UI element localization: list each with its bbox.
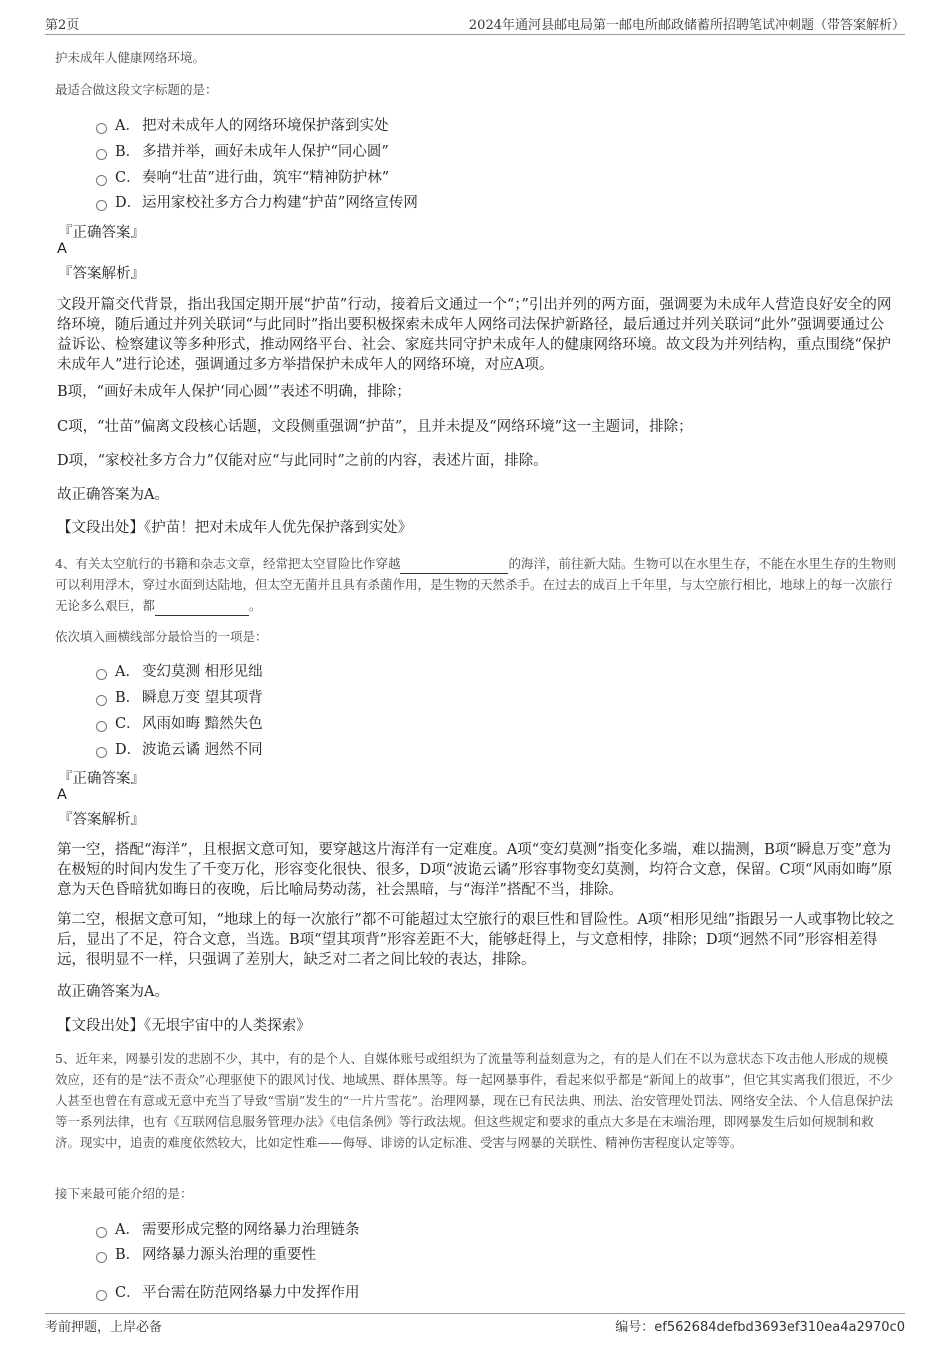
q4-answer: A bbox=[57, 787, 67, 803]
q5-question: 接下来最可能介绍的是： bbox=[55, 1186, 193, 1201]
radio-icon[interactable] bbox=[96, 200, 107, 211]
q4-option-c[interactable]: C．风雨如晦 黯然失色 bbox=[96, 713, 263, 735]
q3-analysis-p2: B项，“画好未成年人保护‘同心圆’”表述不明确，排除； bbox=[57, 384, 411, 400]
q4-option-a[interactable]: A． 变幻莫测 相形见绌 bbox=[96, 661, 263, 683]
q3-source: 【文段出处】《护苗！把对未成年人优先保护落到实处》 bbox=[57, 520, 413, 536]
q3-analysis-p5: 故正确答案为A。 bbox=[57, 487, 169, 503]
footer-slogan: 考前押题，上岸必备 bbox=[45, 1320, 163, 1335]
q4-analysis-label: 『答案解析』 bbox=[58, 812, 145, 828]
document-code: 编号：ef562684defbd3693ef310ea4a2970c0 bbox=[615, 1320, 905, 1335]
radio-icon[interactable] bbox=[96, 123, 107, 134]
q3-option-c[interactable]: C．奏响“壮苗”进行曲，筑牢“精神防护林” bbox=[96, 167, 389, 189]
document-title: 2024年通河县邮电局第一邮电所邮政储蓄所招聘笔试冲刺题（带答案解析） bbox=[468, 18, 905, 33]
page-footer bbox=[45, 1313, 905, 1336]
radio-icon[interactable] bbox=[96, 1290, 107, 1301]
blank-1 bbox=[400, 559, 508, 574]
radio-icon[interactable] bbox=[96, 695, 107, 706]
q4-option-b[interactable]: B． 瞬息万变 望其项背 bbox=[96, 687, 263, 709]
q5-option-c[interactable]: C．平台需在防范网络暴力中发挥作用 bbox=[96, 1282, 360, 1304]
q5-option-b[interactable]: B． 网络暴力源头治理的重要性 bbox=[96, 1244, 316, 1266]
q5-stem: 5、近年来，网暴引发的悲剧不少，其中，有的是个人、自媒体账号或组织为了流量等利益刻意为之，有的是人们在不以为意状态下攻击他人形成的规模效应，还有的是“法不责众”心理驱使下的跟风讨伐、地域黑、群体黑等。每一起网暴事件，看起来似乎都是“新闻上的故事”，但它其实离我们很近，不少人甚至也曾在有意或无意中充当了导致“雪崩”发生的“一片片雪花”。治理网暴，现在已有民法典、刑法、治安管理处罚法、网络安全法、个人信息保护法等一系列法律，也有《互联网信息服务管理办法》《电信条例》等行政法规。但这些规定和要求的重点大多是在末端治理，即网暴发生后如何规制和救济。现实中，追责的难度依然较大，比如定性难——侮辱、诽谤的认定标准、受害与网暴的关联性、精神伤害程度认定等等。 bbox=[55, 1051, 894, 1150]
q3-analysis-p1: 文段开篇交代背景，指出我国定期开展“护苗”行动，接着后文通过一个“；”引出并列的两方面，强调要为未成年人营造良好安全的网络环境，随后通过并列关联词“与此同时”指出要积极探索未成年人网络司法保护新路径，最后通过并列关联词“此外”强调要通过公益诉讼、检察建议等多种形式，推动网络平台、社会、家庭共同守护未成年人的健康网络环境。故文段为并列结构，重点围绕“保护未成年人”进行论述，强调通过多方举措保护未成年人的网络环境，对应A项。 bbox=[57, 297, 892, 373]
page-header bbox=[45, 14, 905, 35]
q3-option-d[interactable]: D．运用家校社多方合力构建“护苗”网络宣传网 bbox=[96, 192, 418, 214]
radio-icon[interactable] bbox=[96, 721, 107, 732]
q3-answer: A bbox=[57, 241, 67, 257]
q3-analysis-p4: D项，“家校社多方合力”仅能对应“与此同时”之前的内容，表述片面，排除。 bbox=[57, 453, 548, 469]
passage-tail: 护未成年人健康网络环境。 bbox=[55, 50, 206, 65]
radio-icon[interactable] bbox=[96, 669, 107, 680]
q4-analysis-p3: 故正确答案为A。 bbox=[57, 984, 169, 1000]
q3-option-b[interactable]: B． 多措并举，画好未成年人保护“同心圆” bbox=[96, 141, 389, 163]
q4-stem: 4、有关太空航行的书籍和杂志文章，经常把太空冒险比作穿越 的海洋，前往新大陆。生物可以在水里生存，不能在水里生存的生物则可以利用浮木，穿过水面到达陆地，但太空无菌并且具有杀菌作用，是生物的天然杀手。在过去的成百上千年里，与太空旅行相比，地球上的每一次旅行无论多么艰巨，都 。 bbox=[55, 553, 897, 616]
radio-icon[interactable] bbox=[96, 1252, 107, 1263]
q4-analysis-p2: 第二空，根据文意可知，“地球上的每一次旅行”都不可能超过太空旅行的艰巨性和冒险性。A项“相形见绌”指跟另一人或事物比较之后，显出了不足，符合文意，当选。B项“望其项背”形容差距不大，能够赶得上，与文意相悖，排除；D项“迥然不同”形容相差得远，很明显不一样，只强调了差别大，缺乏对二者之间比较的表达，排除。 bbox=[57, 912, 895, 968]
radio-icon[interactable] bbox=[96, 149, 107, 160]
q3-answer-label: 『正确答案』 bbox=[58, 225, 145, 241]
radio-icon[interactable] bbox=[96, 1227, 107, 1238]
q3-analysis-p3: C项，“壮苗”偏离文段核心话题，文段侧重强调“护苗”，且并未提及“网络环境”这一主题词，排除； bbox=[57, 419, 693, 435]
q4-answer-label: 『正确答案』 bbox=[58, 771, 145, 787]
q5-option-a[interactable]: A． 需要形成完整的网络暴力治理链条 bbox=[96, 1219, 360, 1241]
q4-source: 【文段出处】《无垠宇宙中的人类探索》 bbox=[57, 1018, 311, 1034]
q3-analysis-label: 『答案解析』 bbox=[58, 266, 145, 282]
q3-question: 最适合做这段文字标题的是： bbox=[55, 82, 218, 97]
q4-option-d[interactable]: D．波诡云谲 迥然不同 bbox=[96, 739, 263, 761]
page-number: 第2页 bbox=[45, 18, 80, 33]
radio-icon[interactable] bbox=[96, 175, 107, 186]
blank-2 bbox=[155, 601, 249, 616]
q4-question: 依次填入画横线部分最恰当的一项是： bbox=[55, 629, 268, 644]
radio-icon[interactable] bbox=[96, 747, 107, 758]
q4-analysis-p1: 第一空，搭配“海洋”，且根据文意可知，要穿越这片海洋有一定难度。A项“变幻莫测”指变化多端，难以揣测，B项“瞬息万变”意为在极短的时间内发生了千变万化，形容变化很快、很多，D项“波诡云谲”形容事物变幻莫测，均符合文意，保留。C项“风雨如晦”原意为天色昏暗犹如晦日的夜晚，后比喻局势动荡，社会黑暗，与“海洋”搭配不当，排除。 bbox=[57, 842, 893, 898]
q3-option-a[interactable]: A． 把对未成年人的网络环境保护落到实处 bbox=[96, 115, 389, 137]
